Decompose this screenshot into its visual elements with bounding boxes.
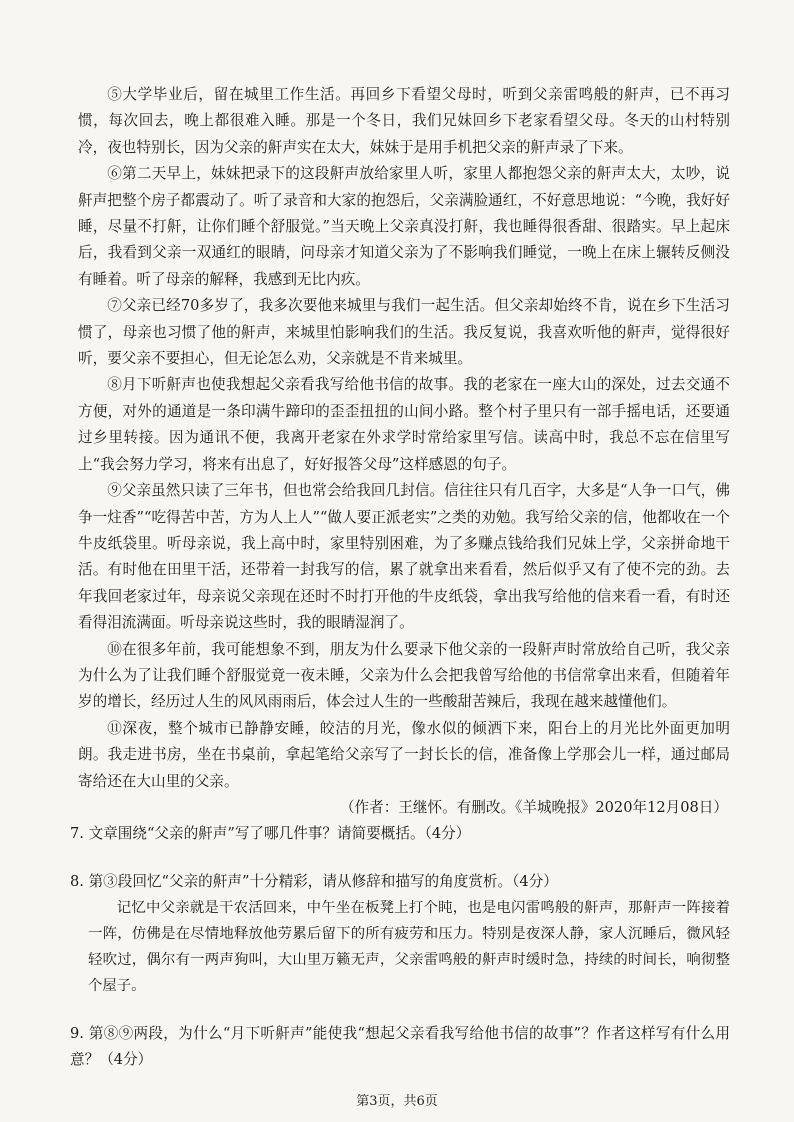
page-number: 第3页，共6页: [356, 1094, 438, 1109]
paragraph-9: ⑨父亲虽然只读了三年书，但也常会给我回几封信。信往往只有几百字，大多是“人争一口气，佛争一炷香”“吃得苦中苦，方为人上人”“做人要正派老实”之类的劝勉。我写给父亲的信，他都收在一个牛皮纸袋里。听母亲说，我上高中时，家里特别困难，为了多赚点钱给我们兄妹上学，父亲拼命地干活。有时他在田里干活，还带着一封我写的信，累了就拿出来看看，然后似乎又有了使不完的劲。去年我回老家过年，母亲说父亲现在还时不时打开他的牛皮纸袋，拿出我写给他的信来看一看，有时还看得泪流满面。听母亲说这些时，我的眼睛湿润了。: [78, 482, 730, 632]
question-8-excerpt: 记忆中父亲就是干农活回来，中午坐在板凳上打个盹，也是电闪雷鸣般的鼾声，那鼾声一阵接着一阵，仿佛是在尽情地释放他劳累后留下的所有疲劳和压力。特别是夜深人静，家人沉睡后，微风轻轻吹过，偶尔有一两声狗叫，大山里万籁无声，父亲雷鸣般的鼾声时缓时急，持续的时间长，响彻整个屋子。: [88, 899, 730, 994]
paragraph-8: ⑧月下听鼾声也使我想起父亲看我写给他书信的故事。我的老家在一座大山的深处，过去交通不方便，对外的通道是一条印满牛蹄印的歪歪扭扭的山间小路。整个村子里只有一部手摇电话，还要通过乡里转接。因为通讯不便，我离开老家在外求学时常给家里写信。读高中时，我总不忘在信里写上“我会努力学习，将来有出息了，好好报答父母”这样感恩的句子。: [78, 376, 730, 473]
paragraph-11: ⑪深夜，整个城市已静静安睡，皎洁的月光，像水似的倾洒下来，阳台上的月光比外面更加明朗。我走进书房，坐在书桌前，拿起笔给父亲写了一封长长的信，准备像上学那会儿一样，通过邮局寄给还在大山里的父亲。: [78, 719, 730, 790]
article-source: （作者：王继怀。有删改。《羊城晚报》2020年12月08日）: [339, 798, 728, 816]
reading-passage: [70, 82, 730, 1073]
paragraph-6: ⑥第二天早上，妹妹把录下的这段鼾声放给家里人听，家里人都抱怨父亲的鼾声太大，太吵，说鼾声把整个房子都震动了。听了录音和大家的抱怨后，父亲满脸通红，不好意思地说：“今晚，我好好睡，尽量不打鼾，让你们睡个舒服觉。”当天晚上父亲真没打鼾，我也睡得很香甜、很踏实。早上起床后，我看到父亲一双通红的眼睛，问母亲才知道父亲为了不影响我们睡觉，一晚上在床上辗转反侧没有睡着。听了母亲的解释，我感到无比内疚。: [78, 165, 730, 288]
paragraph-7: ⑦父亲已经70多岁了，我多次要他来城里与我们一起生活。但父亲却始终不肯，说在乡下生活习惯了，母亲也习惯了他的鼾声，来城里怕影响我们的生活。我反复说，我喜欢听他的鼾声，觉得很好听，要父亲不要担心，但无论怎么劝，父亲就是不肯来城里。: [78, 297, 730, 368]
question-7: 7. 文章围绕“父亲的鼾声”写了哪几件事？请简要概括。（4分）: [70, 824, 471, 842]
paragraph-5: ⑤大学毕业后，留在城里工作生活。再回乡下看望父母时，听到父亲雷鸣般的鼾声，已不再习惯，每次回去，晚上都很难入睡。那是一个冬日，我们兄妹回乡下老家看望父母。冬天的山村特别冷，夜也特别长，因为父亲的鼾声实在太大，妹妹于是用手机把父亲的鼾声录了下来。: [78, 86, 730, 156]
paragraph-10: ⑩在很多年前，我可能想象不到，朋友为什么要录下他父亲的一段鼾声时常放给自己听，我父亲为什么为了让我们睡个舒服觉竟一夜未睡，父亲为什么会把我曾写给他的书信常拿出来看，但随着年岁的增长，经历过人生的风风雨雨后，体会过人生的一些酸甜苦辣后，我现在越来越懂他们。: [78, 640, 730, 711]
question-8: 8. 第③段回忆“父亲的鼾声”十分精彩，请从修辞和描写的角度赏析。（4分）: [70, 872, 558, 890]
question-9: 9. 第⑧⑨两段，为什么“月下听鼾声”能使我“想起父亲看我写给他书信的故事”？作者这样写有什么用意？（4分）: [70, 1024, 730, 1068]
